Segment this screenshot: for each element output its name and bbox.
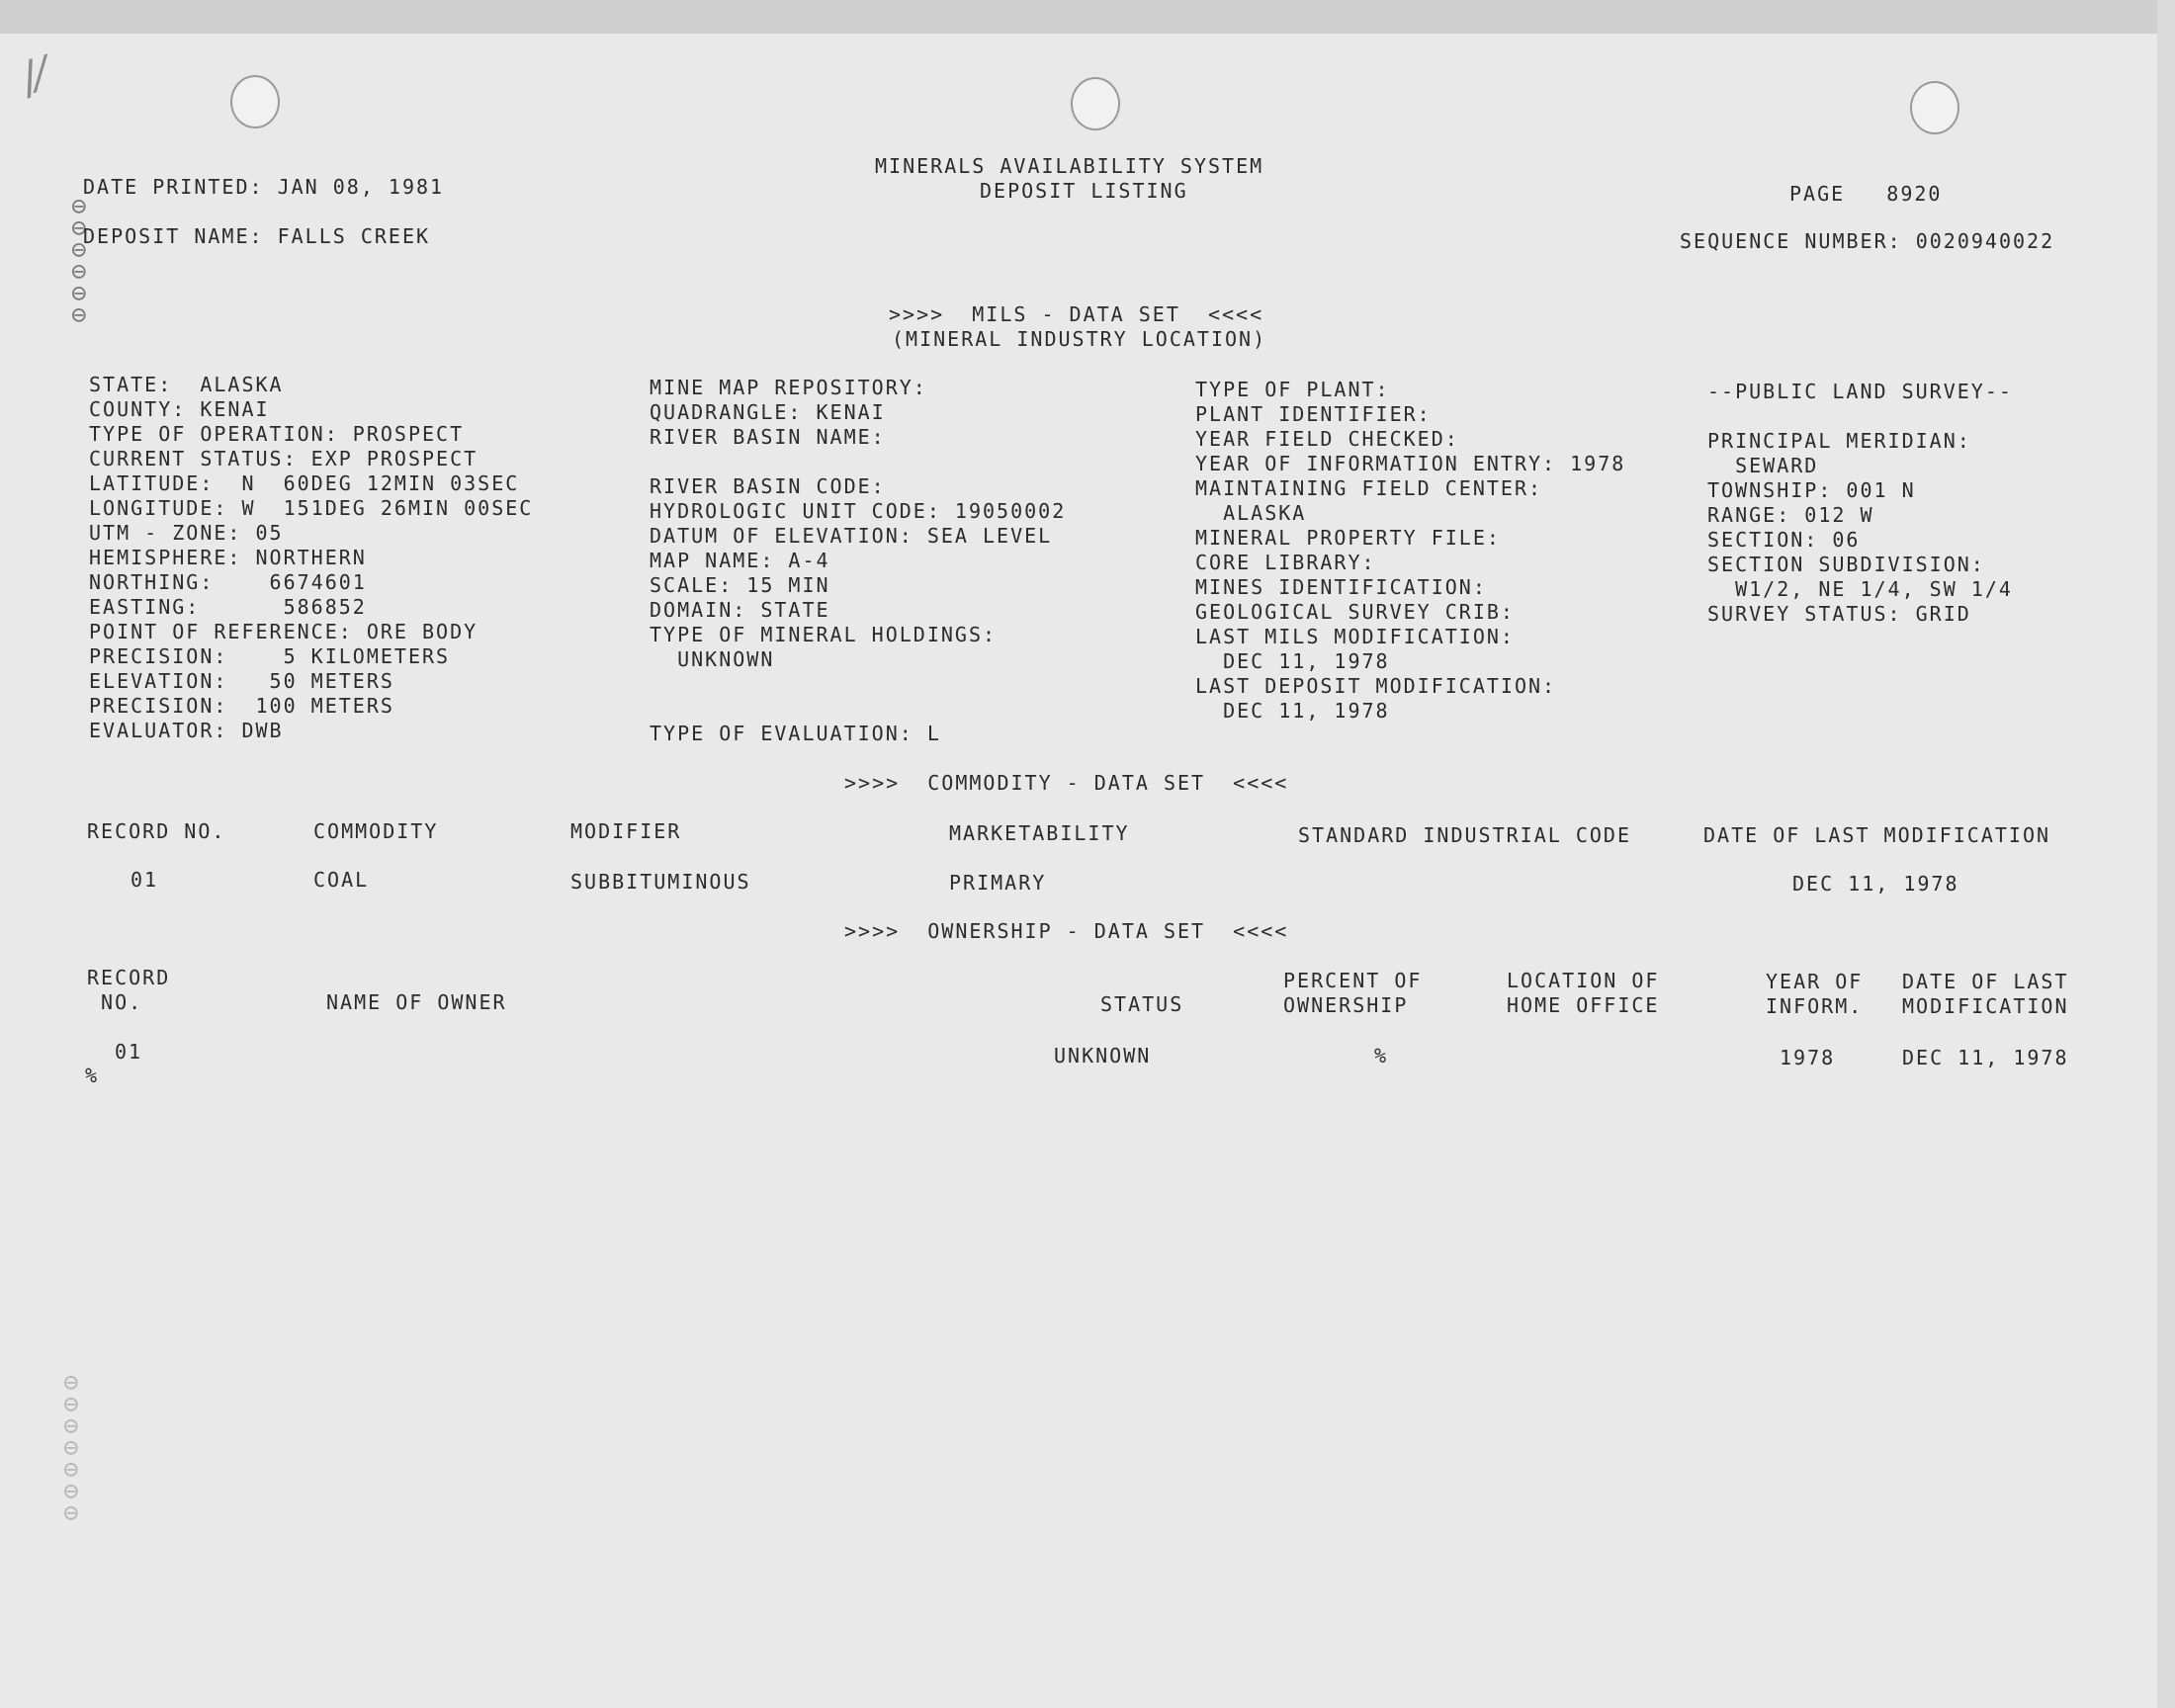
- ownership-header-owner: NAME OF OWNER: [326, 990, 507, 1014]
- commodity-header-commodity: COMMODITY: [313, 819, 439, 843]
- field-line: STATE: ALASKA: [89, 373, 284, 396]
- field-line: MINES IDENTIFICATION:: [1195, 575, 1487, 599]
- field-line: DEC 11, 1978: [1195, 649, 1390, 673]
- mils-section-title: >>>> MILS - DATA SET <<<<: [889, 302, 1264, 326]
- field-line: SECTION SUBDIVISION:: [1707, 553, 1985, 576]
- field-line: HEMISPHERE: NORTHERN: [89, 546, 367, 569]
- field-line: W1/2, NE 1/4, SW 1/4: [1707, 577, 2013, 601]
- field-line: --PUBLIC LAND SURVEY--: [1707, 380, 2013, 403]
- ownership-header-status: STATUS: [1100, 992, 1184, 1016]
- field-line: [650, 450, 1066, 474]
- commodity-header-sic: STANDARD INDUSTRIAL CODE: [1298, 823, 1631, 847]
- field-line: ALASKA: [1195, 501, 1307, 525]
- ownership-year: 1978: [1780, 1046, 1836, 1069]
- commodity-modifier: SUBBITUMINOUS: [570, 870, 751, 894]
- commodity-header-record: RECORD NO.: [87, 819, 226, 843]
- field-line: EVALUATOR: DWB: [89, 719, 284, 742]
- ownership-percent: %: [1374, 1044, 1389, 1068]
- field-line: [650, 672, 1066, 697]
- field-line: HYDROLOGIC UNIT CODE: 19050002: [650, 499, 1067, 523]
- ownership-header-year: YEAR OF INFORM.: [1766, 970, 1864, 1018]
- field-line: TYPE OF MINERAL HOLDINGS:: [650, 623, 998, 646]
- punch-hole: [1071, 77, 1120, 130]
- field-line: YEAR FIELD CHECKED:: [1195, 427, 1459, 451]
- ownership-section-title: >>>> OWNERSHIP - DATA SET <<<<: [844, 919, 1289, 943]
- field-line: TYPE OF EVALUATION: L: [650, 722, 941, 745]
- field-line: POINT OF REFERENCE: ORE BODY: [89, 620, 478, 643]
- public-land-survey-column: [1707, 380, 2013, 627]
- date-printed: DATE PRINTED: JAN 08, 1981: [83, 175, 445, 199]
- field-line: CURRENT STATUS: EXP PROSPECT: [89, 447, 478, 470]
- ownership-record-no: 01: [115, 1040, 143, 1064]
- commodity-record-no: 01: [130, 868, 159, 892]
- field-line: QUADRANGLE: KENAI: [650, 400, 886, 424]
- registration-marks: ⊖ ⊖ ⊖ ⊖ ⊖ ⊖ ⊖: [63, 1368, 79, 1528]
- field-line: DOMAIN: STATE: [650, 598, 830, 622]
- field-line: EASTING: 586852: [89, 595, 367, 619]
- field-line: COUNTY: KENAI: [89, 397, 270, 421]
- commodity-name: COAL: [313, 868, 370, 892]
- field-line: MINE MAP REPOSITORY:: [650, 376, 927, 399]
- field-line: LATITUDE: N 60DEG 12MIN 03SEC: [89, 471, 520, 495]
- field-line: PRINCIPAL MERIDIAN:: [1707, 429, 1971, 453]
- field-line: [1707, 404, 2013, 429]
- mils-map-column: [650, 376, 1066, 746]
- field-line: RIVER BASIN NAME:: [650, 425, 886, 449]
- commodity-section-title: >>>> COMMODITY - DATA SET <<<<: [844, 771, 1289, 795]
- field-line: TYPE OF PLANT:: [1195, 378, 1390, 401]
- field-line: ELEVATION: 50 METERS: [89, 669, 394, 693]
- commodity-header-marketability: MARKETABILITY: [949, 821, 1130, 845]
- page-number: PAGE 8920: [1789, 182, 1943, 206]
- ownership-last-modification: DEC 11, 1978: [1902, 1046, 2069, 1069]
- commodity-header-date: DATE OF LAST MODIFICATION: [1703, 823, 2051, 847]
- ownership-record-marker: %: [85, 1064, 100, 1087]
- sequence-number: SEQUENCE NUMBER: 0020940022: [1680, 229, 2055, 253]
- field-line: SEWARD: [1707, 454, 1819, 477]
- ownership-header-record: RECORD NO.: [87, 966, 171, 1014]
- punch-hole: [230, 75, 280, 128]
- field-line: SURVEY STATUS: GRID: [1707, 602, 1971, 626]
- field-line: MAINTAINING FIELD CENTER:: [1195, 476, 1543, 500]
- handwritten-mark: ∕⁄: [15, 46, 51, 106]
- field-line: MINERAL PROPERTY FILE:: [1195, 526, 1501, 550]
- field-line: SECTION: 06: [1707, 528, 1861, 552]
- field-line: PLANT IDENTIFIER:: [1195, 402, 1432, 426]
- field-line: PRECISION: 100 METERS: [89, 694, 394, 718]
- field-line: MAP NAME: A-4: [650, 549, 830, 572]
- field-line: [650, 697, 1066, 722]
- field-line: TYPE OF OPERATION: PROSPECT: [89, 422, 465, 446]
- field-line: SCALE: 15 MIN: [650, 573, 830, 597]
- ownership-header-percent: PERCENT OF OWNERSHIP: [1283, 969, 1423, 1017]
- field-line: RANGE: 012 W: [1707, 503, 1874, 527]
- ownership-status: UNKNOWN: [1054, 1044, 1152, 1068]
- field-line: GEOLOGICAL SURVEY CRIB:: [1195, 600, 1515, 624]
- mils-section-subtitle: (MINERAL INDUSTRY LOCATION): [892, 327, 1267, 351]
- field-line: RIVER BASIN CODE:: [650, 474, 886, 498]
- field-line: LAST DEPOSIT MODIFICATION:: [1195, 674, 1557, 698]
- field-line: UNKNOWN: [650, 647, 775, 671]
- field-line: CORE LIBRARY:: [1195, 551, 1376, 574]
- commodity-last-modification: DEC 11, 1978: [1792, 872, 1959, 896]
- registration-marks: ⊖ ⊖ ⊖ ⊖ ⊖ ⊖: [71, 192, 87, 330]
- field-line: NORTHING: 6674601: [89, 570, 367, 594]
- field-line: DATUM OF ELEVATION: SEA LEVEL: [650, 524, 1053, 548]
- field-line: YEAR OF INFORMATION ENTRY: 1978: [1195, 452, 1626, 475]
- deposit-name: DEPOSIT NAME: FALLS CREEK: [83, 224, 431, 248]
- scan-edge: [0, 0, 2175, 34]
- scan-edge: [2157, 0, 2175, 1708]
- punch-hole: [1910, 81, 1959, 134]
- mils-location-column: [89, 373, 533, 743]
- field-line: LAST MILS MODIFICATION:: [1195, 625, 1515, 648]
- field-line: PRECISION: 5 KILOMETERS: [89, 644, 451, 668]
- mils-plant-column: [1195, 378, 1625, 724]
- ownership-header-location: LOCATION OF HOME OFFICE: [1507, 969, 1660, 1017]
- field-line: TOWNSHIP: 001 N: [1707, 478, 1916, 502]
- field-line: DEC 11, 1978: [1195, 699, 1390, 723]
- system-title: MINERALS AVAILABILITY SYSTEM: [875, 154, 1264, 178]
- ownership-header-date: DATE OF LAST MODIFICATION: [1902, 970, 2069, 1018]
- field-line: LONGITUDE: W 151DEG 26MIN 00SEC: [89, 496, 534, 520]
- commodity-marketability: PRIMARY: [949, 871, 1047, 895]
- field-line: UTM - ZONE: 05: [89, 521, 284, 545]
- commodity-header-modifier: MODIFIER: [570, 819, 682, 843]
- listing-title: DEPOSIT LISTING: [980, 179, 1188, 203]
